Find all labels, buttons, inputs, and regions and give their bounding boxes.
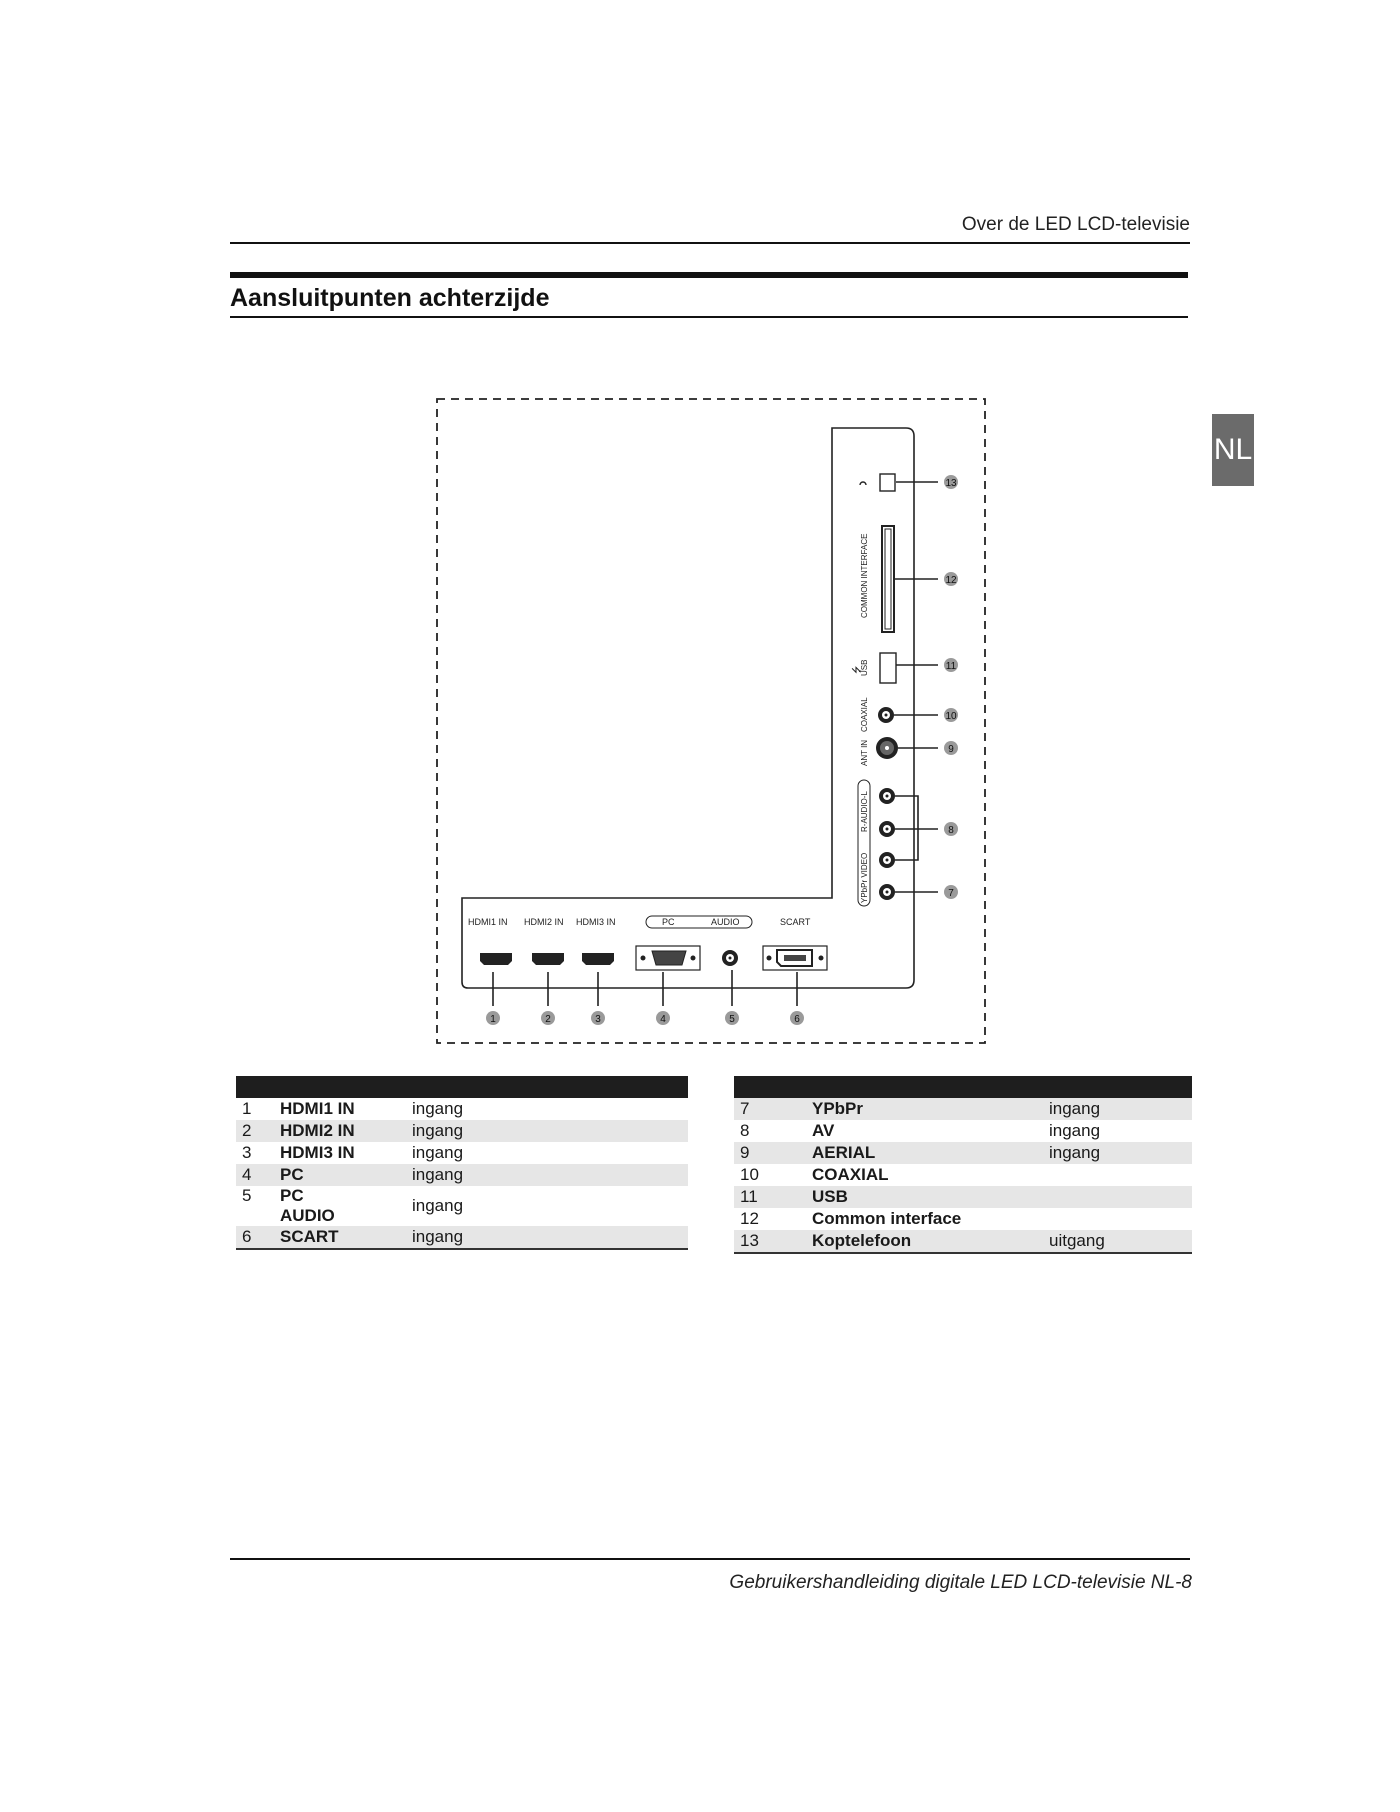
coaxial-jack [878, 707, 894, 723]
table-row: 4 PC ingang [236, 1164, 688, 1186]
ant-in-jack [876, 737, 898, 759]
callout-1: 1 [490, 1014, 496, 1025]
common-interface-slot [882, 526, 894, 632]
title-rule-bottom [230, 316, 1188, 318]
page-title: Aansluitpunten achterzijde [230, 284, 550, 312]
connector-table-right [734, 1076, 1192, 1254]
side-label-video: YPbPr VIDEO [860, 852, 869, 903]
row-name-line2: AUDIO [280, 1206, 335, 1225]
running-footer: Gebruikershandleiding digitale LED LCD-televisie NL-8 [729, 1572, 1192, 1593]
side-label-ci: COMMON INTERFACE [860, 533, 869, 618]
footer-rule [230, 1558, 1190, 1560]
side-callout-lines [894, 482, 938, 892]
side-label-usb: USB [860, 659, 869, 676]
headphone-jack [860, 474, 895, 491]
callout-13: 13 [945, 478, 957, 489]
table-row: 2 HDMI2 IN ingang [236, 1120, 688, 1142]
usb-icon: ⭍ [852, 665, 863, 674]
hdmi-ports [480, 953, 614, 965]
row-name-line1: PC [280, 1186, 304, 1205]
table-row: 6 SCART ingang [236, 1226, 688, 1249]
rca-jacks [879, 788, 895, 900]
table-row: 12 Common interface [740, 1209, 962, 1228]
label-hdmi2: HDMI2 IN [524, 917, 564, 927]
vga-port [636, 946, 700, 970]
callout-2: 2 [545, 1014, 551, 1025]
label-scart: SCART [780, 917, 811, 927]
table-row: 10 COAXIAL [740, 1165, 889, 1184]
side-label-audio: R-AUDIO-L [860, 791, 869, 832]
table-row: 8 AV ingang [740, 1121, 1101, 1140]
callout-11: 11 [945, 661, 957, 672]
side-label-coaxial: COAXIAL [860, 697, 869, 732]
callout-7: 7 [948, 888, 954, 899]
audio-jack [722, 950, 738, 966]
table-row: 3 HDMI3 IN ingang [242, 1143, 464, 1162]
label-hdmi1: HDMI1 IN [468, 917, 508, 927]
rear-panel-diagram [436, 398, 986, 1044]
callout-12: 12 [945, 575, 957, 586]
callout-4: 4 [660, 1014, 666, 1025]
side-label-ant: ANT IN [860, 739, 869, 766]
title-rule-top [230, 272, 1188, 278]
header-rule [230, 242, 1190, 244]
table-row: 5 PC AUDIO ingang [242, 1186, 464, 1225]
usb-port [880, 653, 896, 683]
panel-outline [462, 428, 914, 988]
callout-9: 9 [948, 744, 954, 755]
table-row: 13 Koptelefoon uitgang [734, 1230, 1192, 1253]
label-pc: PC [662, 917, 675, 927]
table-header-bar [236, 1076, 688, 1098]
connector-table-left [236, 1076, 688, 1250]
table-row: 9 AERIAL ingang [734, 1142, 1192, 1164]
table-row: 11 USB [734, 1186, 1192, 1208]
table-row: 7 YPbPr ingang [734, 1098, 1192, 1120]
callout-6: 6 [794, 1014, 800, 1025]
label-hdmi3: HDMI3 IN [576, 917, 616, 927]
callout-8: 8 [948, 825, 954, 836]
callout-3: 3 [595, 1014, 601, 1025]
callout-10: 10 [945, 711, 957, 722]
table-row: 1 HDMI1 IN ingang [242, 1099, 464, 1118]
language-tab: NL [1212, 414, 1254, 486]
table-header-bar [734, 1076, 1192, 1098]
label-audio: AUDIO [711, 917, 740, 927]
callout-5: 5 [729, 1014, 735, 1025]
scart-port [763, 946, 827, 970]
running-header: Over de LED LCD-televisie [961, 214, 1190, 235]
